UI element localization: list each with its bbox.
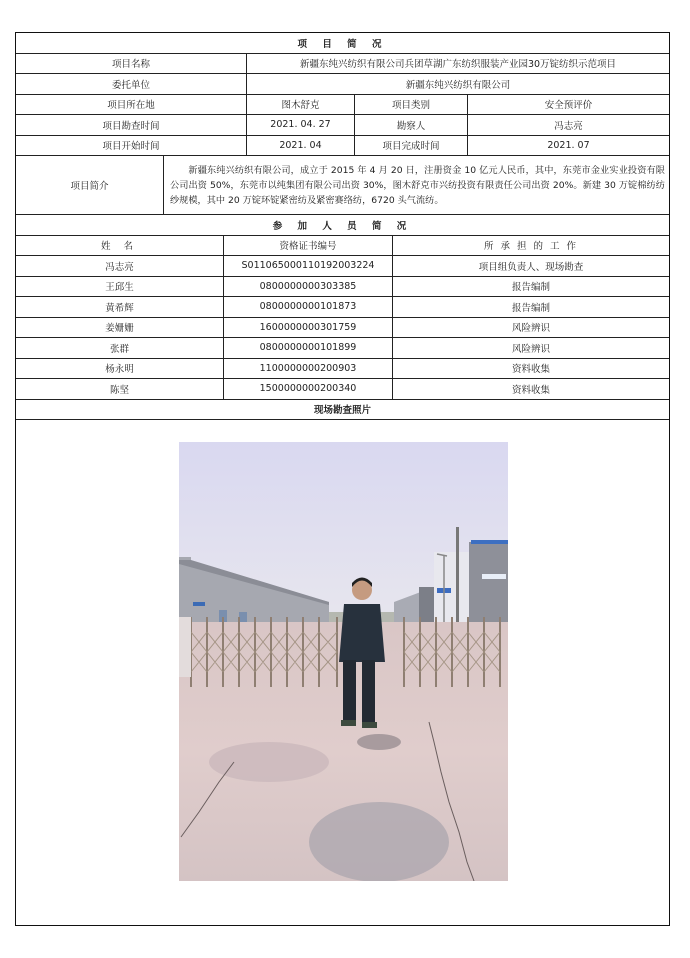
end-time-label: 项目完成时间 bbox=[355, 136, 468, 156]
end-time-value: 2021. 07 bbox=[547, 139, 590, 151]
person-role: 资料收集 bbox=[511, 384, 550, 396]
person-name: 姜姗姗 bbox=[16, 318, 224, 338]
photo-section-title: 现场勘查照片 bbox=[313, 405, 371, 417]
summary-text: 新疆东纯兴纺织有限公司，成立于 2015 年 4 月 20 日，注册资金 10 亿元人民币，其中，东莞市金业实业投资有限公司出资 50%，东莞市以纯集团有限公司出资 30%，图木舒克市兴纺投资有限责任公司出资 20%。新建 30 万锭棉纺纺纱规模，其中 20 万锭环锭紧密纺及紧密赛络纺，6720 头气流纺。 bbox=[170, 164, 665, 206]
summary-row bbox=[16, 156, 669, 215]
person-cert: 0800000000101873 bbox=[224, 297, 393, 317]
person-role: 报告编制 bbox=[511, 282, 550, 294]
person-cert: 1500000000200340 bbox=[224, 379, 393, 399]
survey-row bbox=[16, 115, 669, 136]
person-name: 张群 bbox=[16, 338, 224, 358]
location-label: 项目所在地 bbox=[16, 95, 247, 115]
personnel-row bbox=[16, 277, 669, 298]
personnel-row bbox=[16, 379, 669, 400]
person-role: 资料收集 bbox=[511, 364, 550, 376]
personnel-row bbox=[16, 256, 669, 277]
location-row bbox=[16, 95, 669, 116]
client-label: 委托单位 bbox=[16, 74, 247, 94]
project-name-row bbox=[16, 54, 669, 75]
project-name-label: 项目名称 bbox=[16, 54, 247, 74]
surveyor-value: 冯志亮 bbox=[554, 120, 583, 132]
person-cert: 1100000000200903 bbox=[224, 359, 393, 379]
person-cert: 0800000000101899 bbox=[224, 338, 393, 358]
person-role: 风险辨识 bbox=[511, 343, 550, 355]
client-value: 新疆东纯兴纺织有限公司 bbox=[405, 79, 511, 91]
summary-label: 项目简介 bbox=[16, 156, 164, 214]
person-name: 王邱生 bbox=[16, 277, 224, 297]
col-header-name: 姓 名 bbox=[16, 236, 224, 256]
person-name: 黄希辉 bbox=[16, 297, 224, 317]
project-info-table bbox=[15, 32, 670, 926]
col-header-cert: 资格证书编号 bbox=[224, 236, 393, 256]
start-time-label: 项目开始时间 bbox=[16, 136, 247, 156]
category-label: 项目类别 bbox=[355, 95, 468, 115]
site-survey-photo bbox=[179, 442, 508, 881]
person-cert: S011065000110192003224 bbox=[224, 256, 393, 276]
person-role: 报告编制 bbox=[511, 302, 550, 314]
person-name: 杨永明 bbox=[16, 359, 224, 379]
person-name: 陈坚 bbox=[16, 379, 224, 399]
photo-header-row bbox=[16, 400, 669, 421]
person-role: 风险辨识 bbox=[511, 323, 550, 335]
client-row bbox=[16, 74, 669, 95]
person-name: 冯志亮 bbox=[16, 256, 224, 276]
location-value: 图木舒克 bbox=[247, 95, 355, 115]
personnel-row bbox=[16, 359, 669, 380]
survey-time-label: 项目勘查时间 bbox=[16, 115, 247, 135]
personnel-row bbox=[16, 338, 669, 359]
personnel-section-title: 参 加 人 员 简 况 bbox=[272, 220, 413, 232]
overview-section-title: 项 目 简 况 bbox=[297, 38, 388, 50]
col-header-role: 所 承 担 的 工 作 bbox=[483, 241, 579, 253]
personnel-column-headers bbox=[16, 236, 669, 257]
start-time-value: 2021. 04 bbox=[247, 136, 355, 156]
surveyor-label: 勘察人 bbox=[355, 115, 468, 135]
project-name-value: 新疆东纯兴纺织有限公司兵团草湖广东纺织服装产业园30万锭纺织示范项目 bbox=[299, 59, 617, 71]
personnel-header-row bbox=[16, 215, 669, 236]
personnel-row bbox=[16, 297, 669, 318]
overview-header-row bbox=[16, 33, 669, 54]
survey-time-value: 2021. 04. 27 bbox=[247, 115, 355, 135]
person-role: 项目组负责人、现场勘查 bbox=[478, 261, 584, 273]
schedule-row bbox=[16, 136, 669, 157]
person-cert: 0800000000303385 bbox=[224, 277, 393, 297]
personnel-row bbox=[16, 318, 669, 339]
category-value: 安全预评价 bbox=[544, 100, 593, 112]
photo-area bbox=[16, 420, 669, 925]
person-cert: 1600000000301759 bbox=[224, 318, 393, 338]
